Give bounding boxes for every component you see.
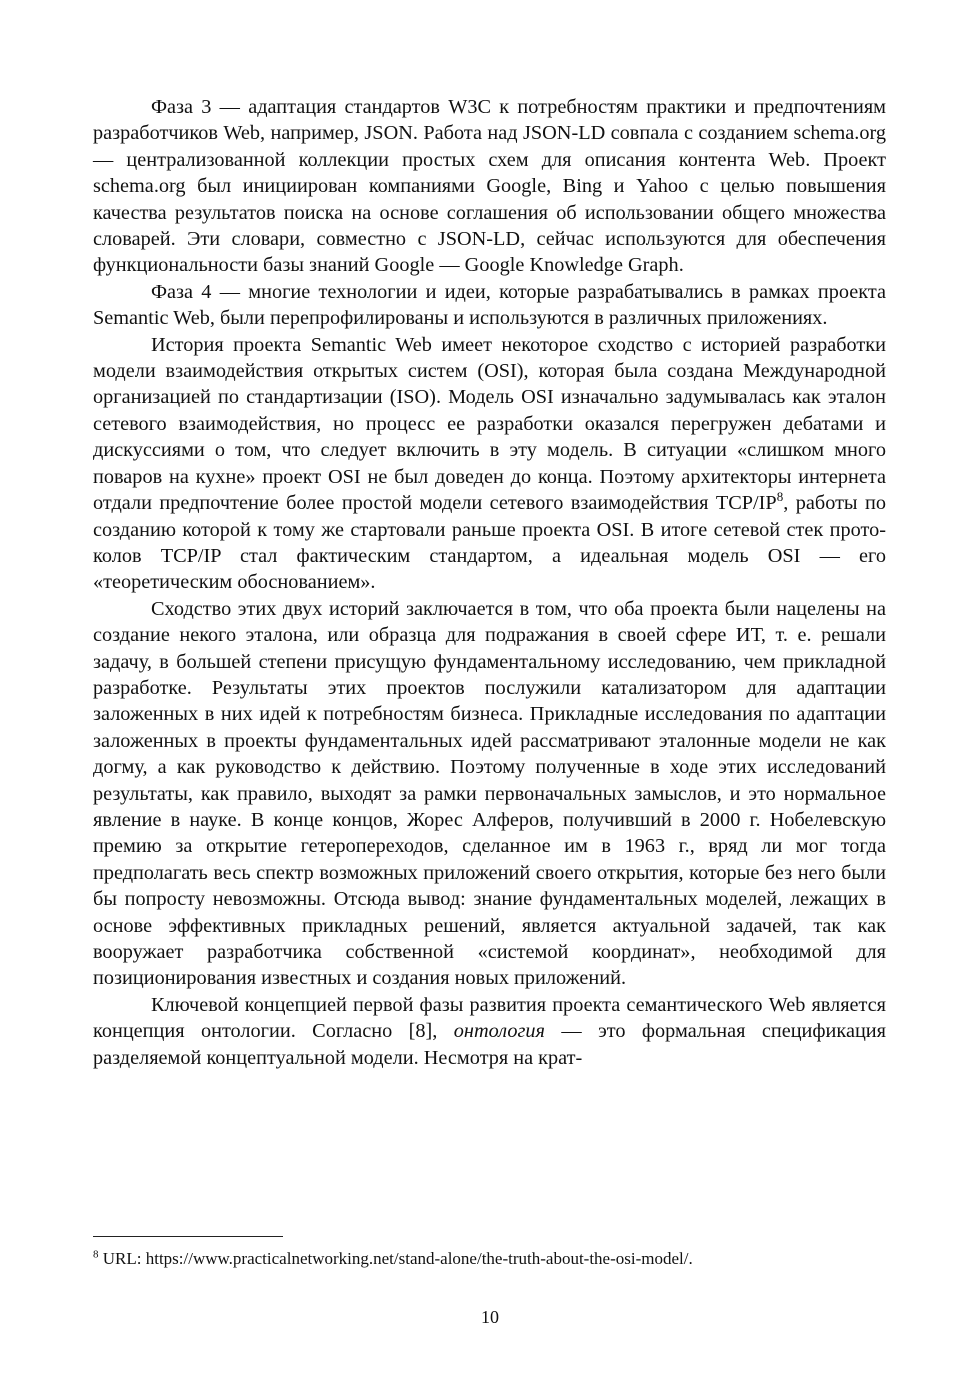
ontology-term: онтология <box>453 1020 545 1043</box>
paragraph-similarity <box>93 596 886 992</box>
paragraph-phase-4 <box>93 279 886 332</box>
paragraph-text: , работы по созданию которой к тому же стартовали раньше проекта OSI. В итоге сетевой стек протоколов TCP/IP стал фактическим стандартом, а идеальная модель OSI — его «теоретическим обоснованием». <box>93 492 886 594</box>
footnote-reference[interactable]: 8 <box>776 489 784 505</box>
footnote <box>93 1248 886 1270</box>
paragraph-text: — это формальная спецификация разделяемой концептуальной модели. Несмотря на крат- <box>93 1020 886 1069</box>
paragraph-osi-history <box>93 332 886 596</box>
page-number: 10 <box>481 1307 499 1327</box>
main-text <box>93 94 886 1071</box>
paragraph-text: Сходство этих двух историй заключается в том, что оба проекта были нацелены на создание некого эталона, или образца для подражания в своей сфере ИТ, т. е. решали задачу, в большей степени присущую фундаментальному исследованию, чем прикладной разработке. Результаты этих проектов послужили катализатором для адаптации заложенных в них идей к потребностям бизнеса. Прикладные исследования по адаптации заложенных в проекты фундаментальных идей рассматривают эталонные модели не как догму, а как руководство к действию. Поэтому полученные в ходе этих исследований результаты, как правило, выходят за рамки первоначальных замыслов, и это нормальное явление в науке. В конце концов, Жорес Алферов, получивший в 2000 г. Нобелевскую премию за открытие гетеропереходов, сделанное им в 1963 г., вряд ли мог тогда предполагать весь спектр возможных приложений своего открытия, которые без него были бы попросту невозможны. Отсюда вывод: знание фундаментальных моделей, лежащих в основе эффективных прикладных решений, является актуальной задачей, так как вооружает разработчика собственной «системой координат», необходимой для позиционирования известных и создания новых приложений. <box>93 597 886 990</box>
footnote-text[interactable]: URL: https://www.practicalnetworking.net/stand-alone/the-truth-about-the-osi-model/. <box>98 1249 693 1268</box>
footnote-divider <box>93 1236 283 1237</box>
paragraph-text: Фаза 4 — многие технологии и идеи, которые разрабатывались в рамках проекта Semantic Web, были перепрофилированы и используются в различных приложениях. <box>93 280 886 330</box>
footnote-mark: 8 <box>93 1248 99 1261</box>
paragraph-text: Ключевой концепцией первой фазы развития проекта семантического Web является концепция онтологии. Согласно [8], <box>93 993 886 1043</box>
paragraph-text: История проекта Semantic Web имеет некоторое сходство с историей разработки модели взаимодействия открытых систем (OSI), которая была создана Международной организацией по стандартизации (ISO). Модель OSI изначально задумывалась как эталон сетевого взаимодействия, но процесс ее разработки оказался перегружен дебатами и дискуссиями о том, что следует включить в эту модель. В ситуации «слишком много поваров на кухне» проект OSI не был доведен до конца. Поэтому архитекторы интернета отдали предпочтение более простой модели сетевого взаимодействия TCP/IP <box>93 333 886 515</box>
paragraph-ontology <box>93 992 886 1071</box>
paragraph-phase-3 <box>93 94 886 279</box>
paragraph-text: Фаза 3 — адаптация стандартов W3C к потребностям практики и предпочтениям разработчиков Web, например, JSON. Работа над JSON-LD совпала с созданием schema.org — централизованной коллекции простых схем для описания контента Web. Проект schema.org был инициирован компаниями Google, Bing и Yahoo с целью повышения качества результатов поиска на основе соглашения об использовании общего множества словарей. Эти словари, совместно с JSON-LD, сейчас используются для обеспечения функциональности базы знаний Google — Google Knowledge Graph. <box>93 96 886 277</box>
